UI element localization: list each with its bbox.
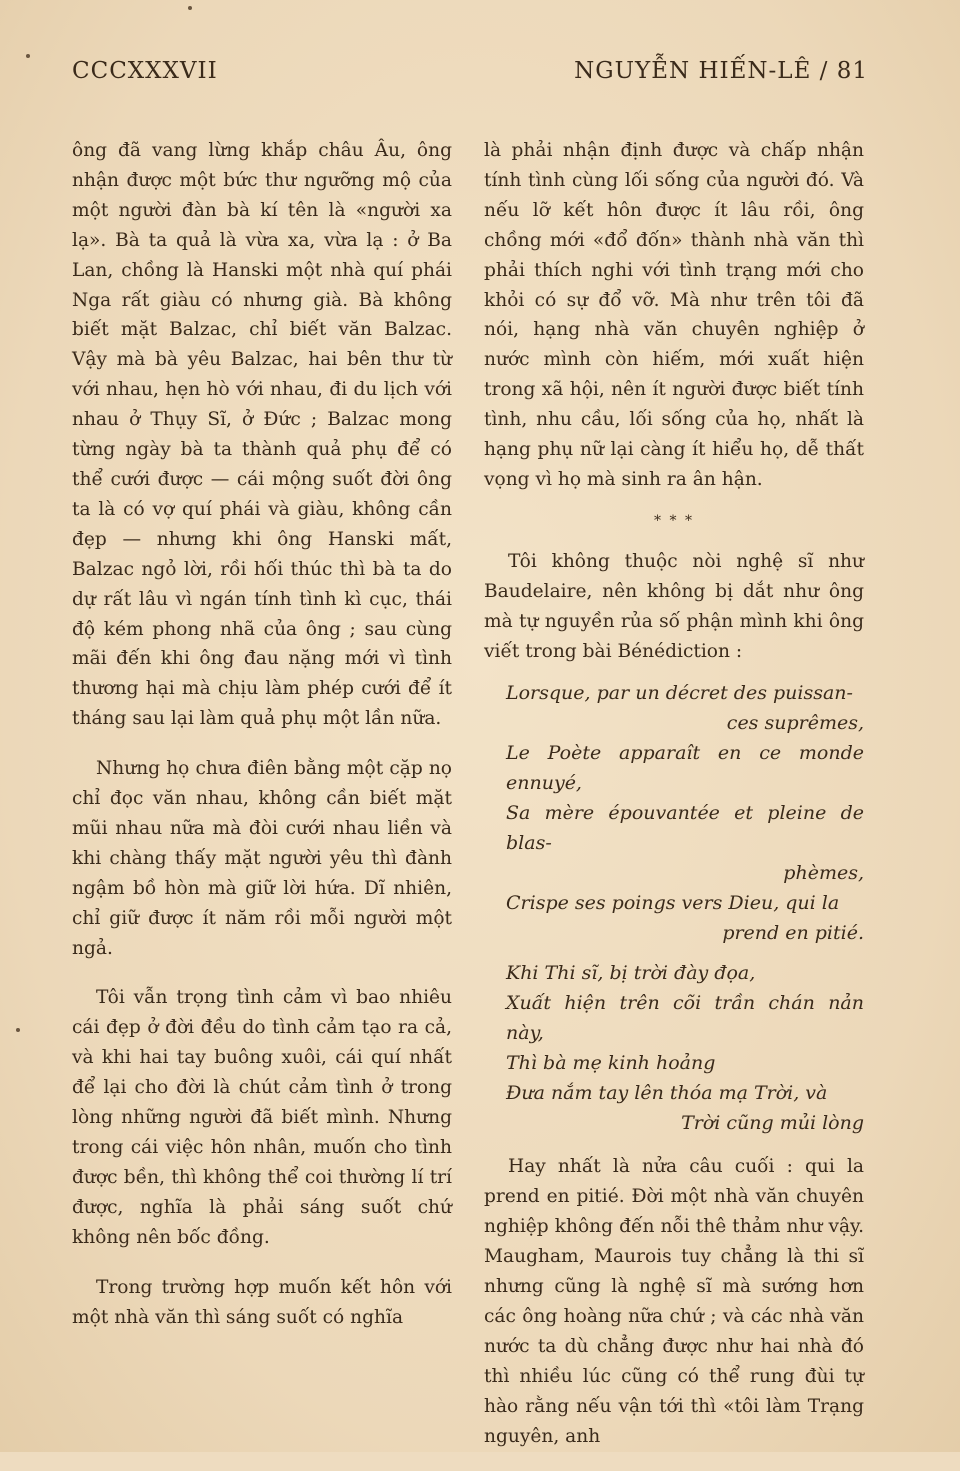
page-speck <box>16 1028 20 1032</box>
page-speck <box>188 6 192 10</box>
poem-line: prend en pitié. <box>722 922 864 945</box>
poem-line: Le Poète apparaît en ce monde ennuyé, <box>506 742 864 795</box>
chapter-number: CCCXXXVII <box>72 58 218 84</box>
poem-line: Thì bà mẹ kinh hoảng <box>506 1052 716 1075</box>
running-header <box>72 58 868 92</box>
poem-line: Sa mère épouvantée et pleine de blas- <box>506 802 864 855</box>
paragraph: Hay nhất là nửa câu cuối : qui la prend en pitié. Đời một nhà văn chuyên nghiệp không đến nỗi thê thảm như vậy. Maugham, Maurois tuy chẳng là thi sĩ nhưng cũng là nghệ sĩ mà sướng hơn các ông hoàng nữa chứ ; và các nhà văn nước ta dù chẳng được như hai nhà đó thì nhiều lúc cũng có thể rung đùi tự hào rằng nếu vận tới thì «tôi làm Trạng nguyên, anh <box>484 1156 864 1447</box>
poem-line: Khi Thi sĩ, bị trời đày đọa, <box>506 962 756 985</box>
poem-line: Lorsque, par un décret des puissan- <box>506 682 853 705</box>
poem-line: Đưa nắm tay lên thóa mạ Trời, và <box>506 1082 828 1105</box>
poem-line: Crispe ses poings vers Dieu, qui la <box>506 892 840 915</box>
poem-line: Xuất hiện trên cõi trần chán nản này, <box>506 992 864 1045</box>
paragraph: ông đã vang lừng khắp châu Âu, ông nhận được một bức thư ngưỡng mộ của một người đàn bà kí tên là «người xa lạ». Bà ta quả là vừa xa, vừa lạ : ở Ba Lan, chồng là Hanski một nhà quí phái Nga rất giàu có nhưng già. Bà không biết mặt Balzac, chỉ biết văn Balzac. Vậy mà bà yêu Balzac, hai bên thư từ với nhau, hẹn hò với nhau, đi du lịch với nhau ở Thụy Sĩ, ở Đức ; Balzac mong từng ngày bà ta thành quả phụ để có thể cưới được — cái mộng suốt đời ông ta là có vợ quí phái và giàu, không cần đẹp — nhưng khi ông Hanski mất, Balzac ngỏ lời, rồi hối thúc thì bà ta do dự rất lâu vì ngán tính tình kì cục, thái độ kém phong nhã của ông ; sau cùng mãi đến khi ông đau nặng mới vì tình thương hại mà chịu làm phép cưới để ít tháng sau lại làm quả phụ một lần nữa. <box>72 140 452 730</box>
author-and-page-number: NGUYỄN HIẾN-LÊ / 81 <box>574 58 868 84</box>
paragraph: Nhưng họ chưa điên bằng một cặp nọ chỉ đọc văn nhau, không cần biết mặt mũi nhau nữa mà đòi cưới nhau liền và khi chàng thấy mặt người yêu thì đành ngậm bồ hòn mà giữ lời hứa. Dĩ nhiên, chỉ giữ được ít năm rồi mỗi người một ngả. <box>72 758 452 959</box>
paragraph: là phải nhận định được và chấp nhận tính tình cùng lối sống của người đó. Và nếu lỡ kết hôn được ít lâu rồi, ông chồng mới «đổ đốn» thành nhà văn thì phải thích nghi với tình trạng mới cho khỏi có sự đổ vỡ. Mà như trên tôi đã nói, hạng nhà văn chuyên nghiệp ở nước mình còn hiếm, mới xuất hiện trong xã hội, nên ít người được biết tính tình, nhu cầu, lối sống của họ, nhất là hạng phụ nữ lại càng ít hiểu họ, dễ thất vọng vì họ mà sinh ra ân hận. <box>484 140 864 490</box>
right-column <box>484 136 864 1471</box>
left-column <box>72 136 452 1352</box>
french-poem <box>506 678 864 1138</box>
page-speck <box>26 54 30 58</box>
poem-line: ces suprêmes, <box>726 712 864 735</box>
paragraph: Trong trường hợp muốn kết hôn với một nhà văn thì sáng suốt có nghĩa <box>72 1276 452 1328</box>
poem-line: phèmes, <box>783 862 864 885</box>
paragraph: Tôi không thuộc nòi nghệ sĩ như Baudelaire, nên không bị dắt như ông mà tự nguyền rủa số phận mình khi ông viết trong bài Bénédiction : <box>484 550 864 662</box>
poem-line: Trời cũng mủi lòng <box>681 1112 864 1135</box>
paragraph: Tôi vẫn trọng tình cảm vì bao nhiêu cái đẹp ở đời đều do tình cảm tạo ra cả, và khi hai tay buông xuôi, cái quí nhất để lại cho đời là chút cảm tình ở trong lòng những người đã biết mình. Nhưng trong cái việc hôn nhân, muốn cho tình được bền, thì không thể coi thường lí trí được, nghĩa là phải sáng suốt chứ không nên bốc đồng. <box>72 987 452 1248</box>
section-separator: * * * <box>654 512 694 529</box>
